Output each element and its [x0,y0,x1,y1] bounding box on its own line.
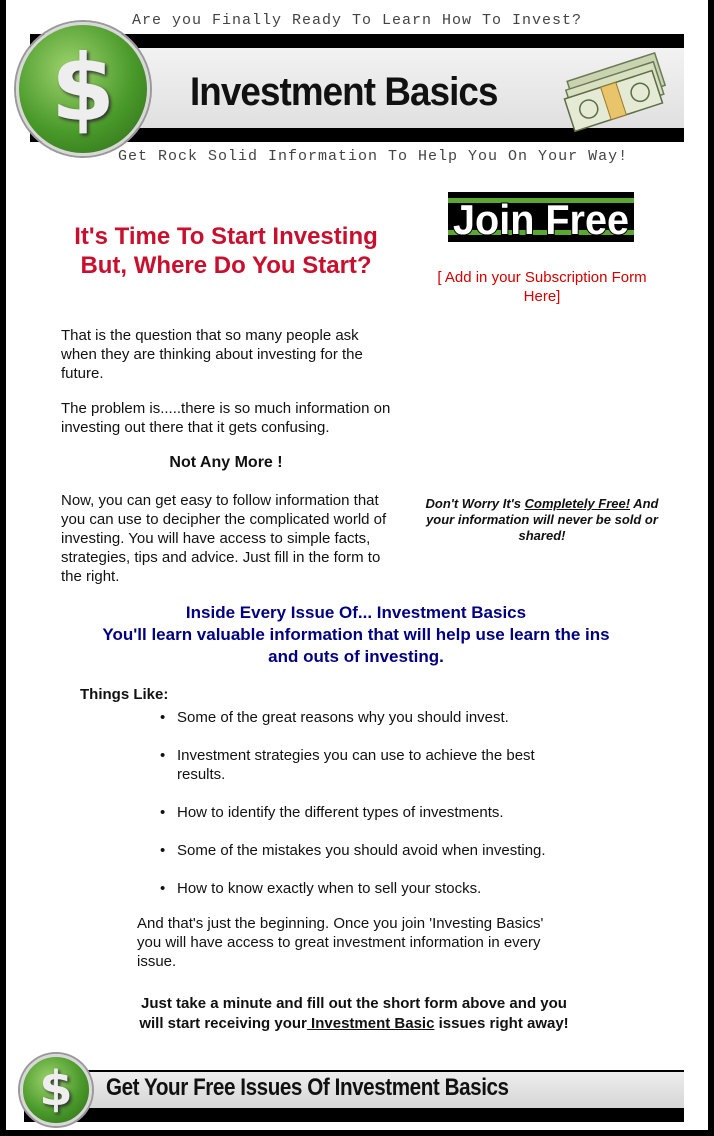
footer-banner[interactable] [24,1070,684,1122]
page [6,0,708,1130]
privacy-note [420,496,664,544]
things-like-label: Things Like: [80,686,169,703]
closing-paragraph: And that's just the beginning. Once you join 'Investing Basics' you will have access to great investment information in every issue. [137,915,544,970]
inside-heading-line1: Inside Every Issue Of... Investment Basics [185,603,527,622]
cta-prefix: Just take a minute and fill out the short form above and you will start receiving your [139,995,567,1032]
list-item: • How to identify the different types of investments. [160,803,560,822]
intro-paragraph: That is the question that so many people ask when they are thinking about investing for the future. [61,327,363,382]
list-item: • Investment strategies you can use to achieve the best results. [160,746,547,784]
dollar-logo-icon [16,22,150,156]
list-item: • Some of the great reasons why you should invest. [160,708,560,727]
offer-paragraph: Now, you can get easy to follow information that you can use to decipher the complicated world of investing. You will have access to simple facts, strategies, tips and advice. Just fill in the form to the right. [61,492,387,585]
privacy-note-prefix: Don't Worry It's [425,496,525,511]
benefits-list [160,708,560,917]
inside-section-heading [86,602,626,668]
join-free-button[interactable] [448,192,634,242]
join-free-label: Join Free [453,196,629,242]
main-headline: It's Time To Start Investing But, Where Do You Start? [74,223,378,279]
list-item: • How to know exactly when to sell your stocks. [160,879,560,898]
money-stack-icon [558,44,678,134]
bottom-tagline: Get Rock Solid Information To Help You On Your Way! [118,148,629,165]
investment-basic-link[interactable]: Investment Basic [306,1015,435,1032]
top-tagline: Are you Finally Ready To Learn How To Invest? [131,12,583,29]
list-item: • Some of the mistakes you should avoid when investing. [160,841,560,860]
subscription-form-placeholder[interactable]: [ Add in your Subscription Form Here] [437,269,647,305]
privacy-note-suffix: And your information will never be sold or shared! [426,496,659,543]
footer-dollar-logo-icon [20,1054,92,1126]
call-to-action [136,994,572,1034]
problem-paragraph: The problem is.....there is so much information on investing out there that it gets confusing. [61,400,391,436]
not-any-more-heading: Not Any More ! [169,454,283,471]
site-title: Investment Basics [190,70,498,114]
footer-title: Get Your Free Issues Of Investment Basics [106,1074,509,1101]
inside-heading-line2: You'll learn valuable information that will help use learn the ins and outs of investing. [102,625,610,666]
completely-free-text: Completely Free! [524,496,631,511]
footer-dollar-sign: $ [39,1061,73,1117]
cta-suffix: issues right away! [434,1015,569,1032]
dollar-sign: $ [50,35,115,142]
